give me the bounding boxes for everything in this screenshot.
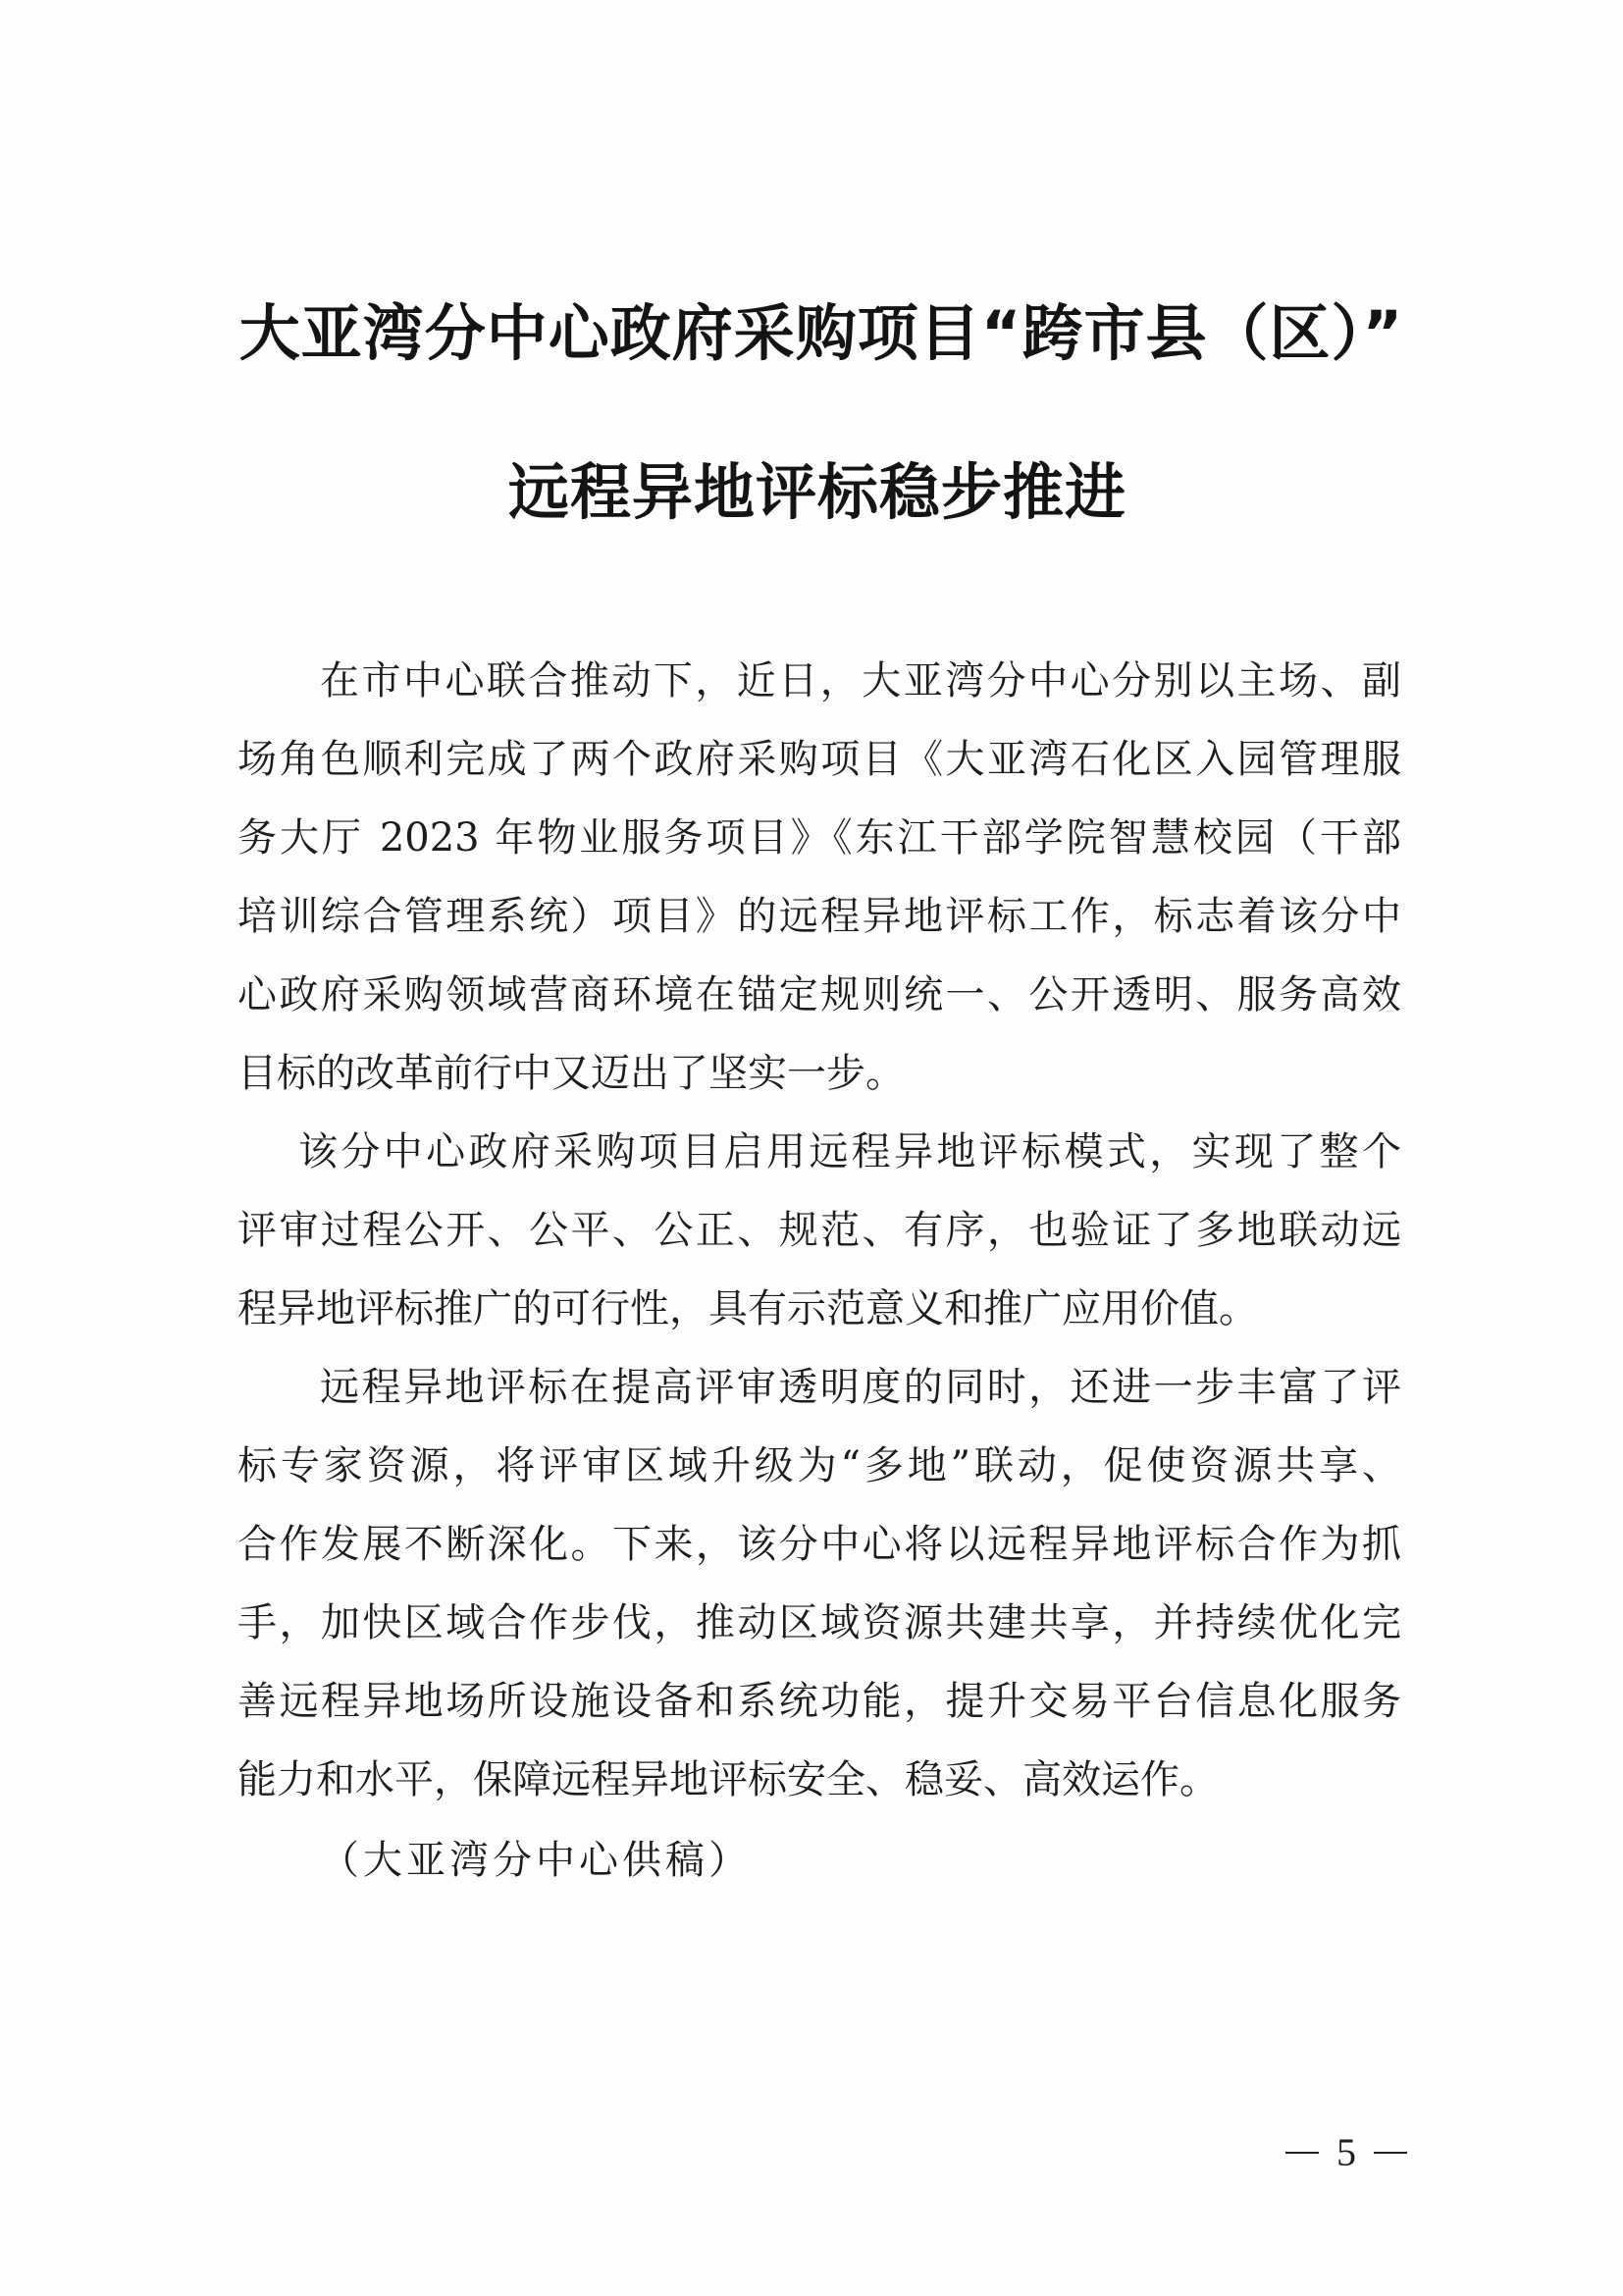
source-attribution: （大亚湾分中心供稿） bbox=[320, 1838, 752, 1883]
paragraph-line: 合作发展不断深化。下来，该分中心将以远程异地评标合作为抓 bbox=[237, 1522, 1401, 1567]
paragraph-line: 心政府采购领域营商环境在锚定规则统一、公开透明、服务高效 bbox=[237, 972, 1401, 1018]
paragraph-line: 该分中心政府采购项目启用远程异地评标模式，实现了整个 bbox=[298, 1129, 1401, 1174]
dash-right bbox=[1374, 2152, 1407, 2154]
document-title-line-2: 远程异地评标稳步推进 bbox=[507, 456, 1126, 528]
paragraph-line: 评审过程公开、公平、公正、规范、有序，也验证了多地联动远 bbox=[237, 1208, 1401, 1253]
paragraph-line: 程异地评标推广的可行性，具有示范意义和推广应用价值。 bbox=[237, 1286, 1258, 1331]
page-number bbox=[1285, 2129, 1407, 2175]
document-title-line-1: 大亚湾分中心政府采购项目“跨市县（区）” bbox=[238, 297, 1404, 369]
dash-left bbox=[1285, 2152, 1319, 2154]
paragraph-line: 善远程异地场所设施设备和系统功能，提升交易平台信息化服务 bbox=[237, 1679, 1401, 1724]
paragraph-line: 务大厅 2023 年物业服务项目》《东江干部学院智慧校园（干部 bbox=[237, 815, 1401, 861]
page-number-value: 5 bbox=[1336, 2130, 1356, 2174]
paragraph-line: 场角色顺利完成了两个政府采购项目《大亚湾石化区入园管理服 bbox=[237, 737, 1401, 782]
paragraph-line: 远程异地评标在提高评审透明度的同时，还进一步丰富了评 bbox=[320, 1365, 1401, 1410]
paragraph-line: 培训综合管理系统）项目》的远程异地评标工作，标志着该分中 bbox=[237, 894, 1401, 939]
paragraph-line: 目标的改革前行中又迈出了坚实一步。 bbox=[237, 1051, 905, 1096]
paragraph-line: 能力和水平，保障远程异地评标安全、稳妥、高效运作。 bbox=[237, 1757, 1219, 1802]
paragraph-line: 手，加快区域合作步伐，推动区域资源共建共享，并持续优化完 bbox=[237, 1600, 1401, 1645]
paragraph-line: 标专家资源，将评审区域升级为“多地”联动，促使资源共享、 bbox=[237, 1443, 1401, 1488]
paragraph-line: 在市中心联合推动下，近日，大亚湾分中心分别以主场、副 bbox=[320, 658, 1401, 704]
